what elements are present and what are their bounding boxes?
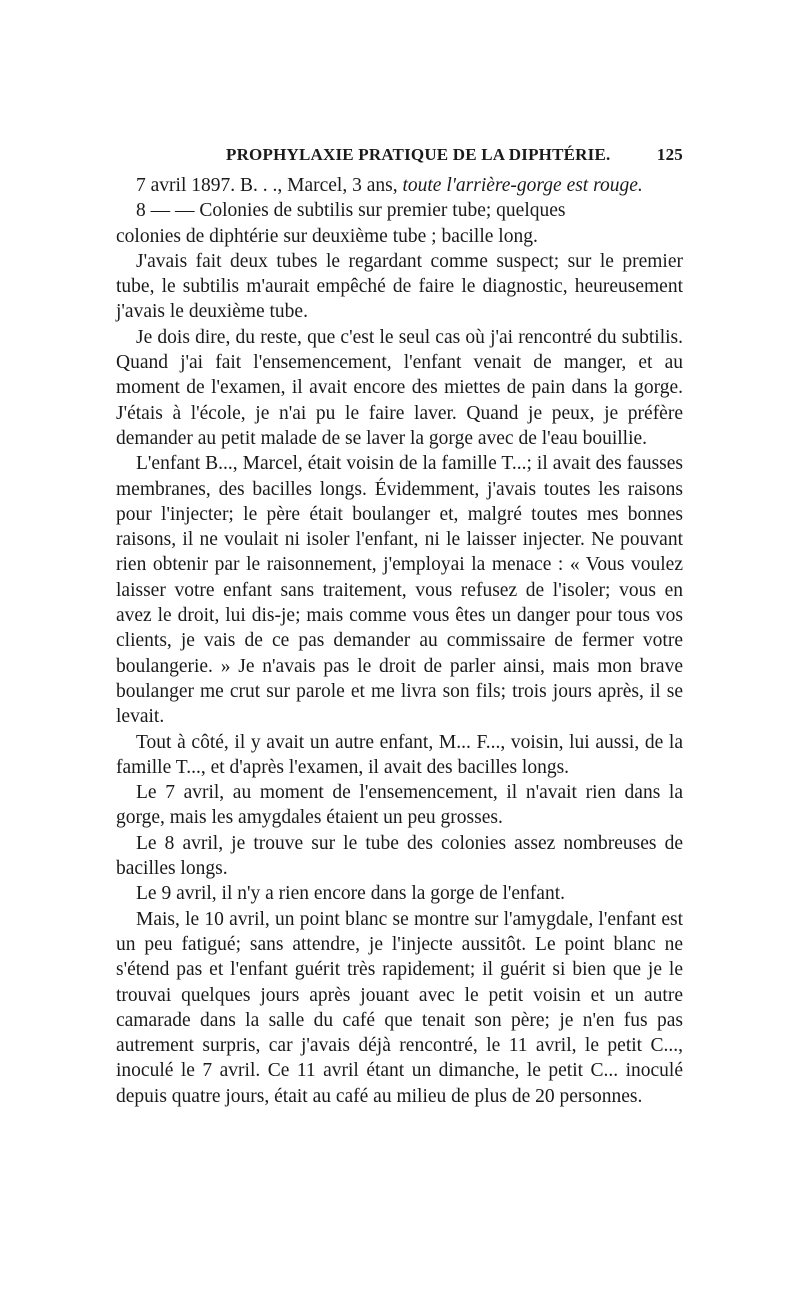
body-text	[116, 173, 683, 1109]
paragraph-8-avril: Le 8 avril, je trouve sur le tube des colonies assez nombreuses de bacilles longs.	[116, 832, 683, 880]
paragraph-9-avril: Le 9 avril, il n'y a rien encore dans la gorge de l'enfant.	[136, 883, 565, 905]
paragraph-subtilis: Je dois dire, du reste, que c'est le seul cas où j'ai rencontré du subtilis. Quand j'ai fait l'ensemencement, l'enfant venait de manger, et au moment de l'examen, il avait encore des miettes de pain dans la gorge. J'étais à l'école, je n'ai pu le faire laver. Quand je peux, je préfère demander au petit malade de se laver la gorge avec de l'eau bouillie.	[116, 326, 683, 449]
paragraph-7-avril: Le 7 avril, au moment de l'ensemencement, il n'avait rien dans la gorge, mais les amygdales étaient un peu grosses.	[116, 782, 683, 829]
entry-date-text: 7 avril 1897. B. . ., Marcel, 3 ans,	[136, 175, 398, 196]
log-entry-7-avril	[116, 173, 683, 198]
entry-note-italic: toute l'arrière-gorge est rouge.	[402, 175, 643, 196]
log-entry-8-avril-line1: 8 — — Colonies de subtilis sur premier tube; quelques	[136, 200, 566, 222]
book-page	[116, 143, 683, 1109]
page-header	[116, 143, 683, 169]
paragraph-enfant-mf: Tout à côté, il y avait un autre enfant, M... F..., voisin, lui aussi, de la famille T..., et d'après l'examen, il avait des bacilles longs.	[116, 731, 683, 778]
paragraph-10-avril: Mais, le 10 avril, un point blanc se montre sur l'amygdale, l'enfant est un peu fatigué; sans attendre, je l'injecte aussitôt. Le point blanc ne s'étend pas et l'enfant guérit très rapidement; il guérit si bien que je le trouvai quelques jours après jouant avec le petit voisin et un autre camarade dans la salle du café que tenait son père; je n'en fus pas autrement surpris, car j'avais déjà rencontré, le 11 avril, le petit C..., inoculé le 7 avril. Ce 11 avril étant un dimanche, le petit C... inoculé depuis quatre jours, était au café au milieu de plus de 20 personnes.	[116, 908, 683, 1107]
paragraph-enfant-b: L'enfant B..., Marcel, était voisin de la famille T...; il avait des fausses membranes, des bacilles longs. Évidemment, j'avais toutes les raisons pour l'injecter; le père était boulanger et, malgré toutes mes bonnes raisons, il ne voulait ni isoler l'enfant, ni le laisser injecter. Ne pouvant rien obtenir par le raisonnement, j'employai la menace : « Vous voulez laisser votre enfant sans traitement, vous refusez de l'isoler; vous en avez le droit, lui dis-je; mais comme vous êtes un danger pour tous vos clients, je vais de ce pas demander au commissaire de fermer votre boulangerie. » Je n'avais pas le droit de parler ainsi, mais mon brave boulanger me crut sur parole et me livra son fils; trois jours après, il se levait.	[116, 453, 683, 728]
log-entry-8-avril-line2: colonies de diphtérie sur deuxième tube ; bacille long.	[116, 225, 538, 247]
page-number: 125	[656, 145, 683, 164]
paragraph-two-tubes: J'avais fait deux tubes le regardant comme suspect; sur le premier tube, le subtilis m'aurait empêché de faire le diagnostic, heureusement j'avais le deuxième tube.	[116, 250, 683, 323]
running-title: PROPHYLAXIE PRATIQUE DE LA DIPHTÉRIE.	[226, 145, 611, 164]
